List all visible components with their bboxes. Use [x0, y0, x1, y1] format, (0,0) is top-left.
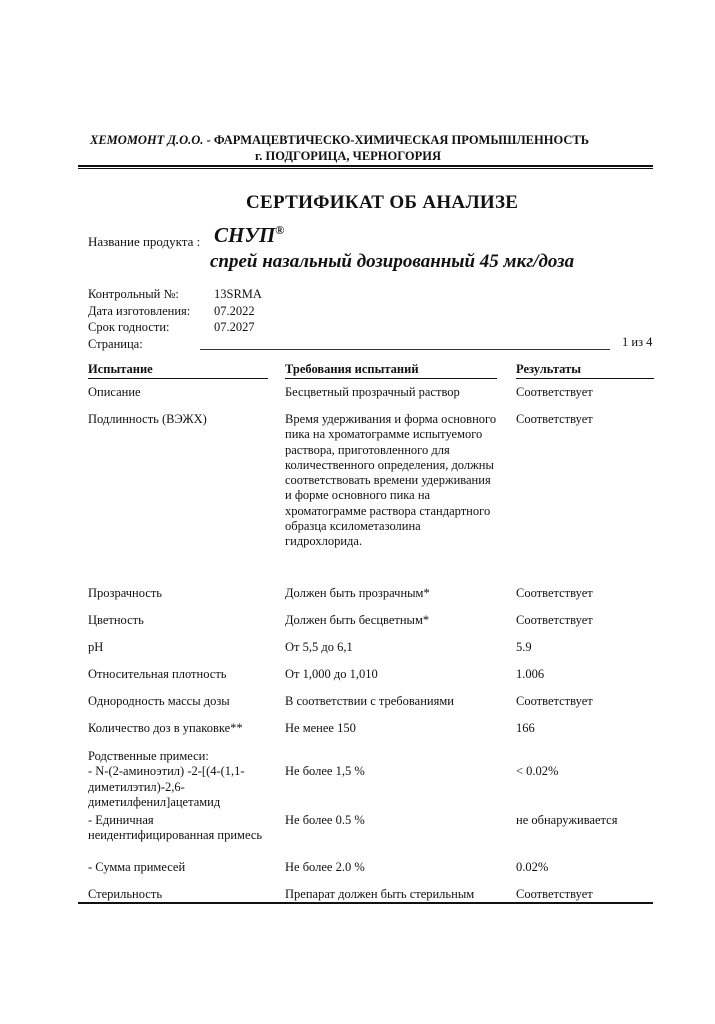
table-row-requirement: Не более 2.0 % — [285, 860, 365, 874]
document-title: СЕРТИФИКАТ ОБ АНАЛИЗЕ — [246, 192, 519, 213]
header-underline — [516, 378, 654, 379]
column-header-requirements: Требования испытаний — [285, 362, 419, 376]
page-line — [200, 349, 610, 350]
table-row-requirement: Время удерживания и форма основного пика на хроматограмме испытуемого раствора, приготовленного для количественного определения, должны соответствовать времени удерживания и форме основного пика на хроматограмме раствора стандартного образца ксилометазолина гидрохлорида. — [285, 412, 497, 549]
table-row-test: Однородность массы дозы — [88, 694, 230, 708]
expiry-label: Срок годности: — [88, 320, 170, 334]
table-row-result: Соответствует — [516, 586, 593, 600]
table-row-test: Описание — [88, 385, 141, 399]
company-name: ХЕМОМОНТ Д.О.О. — [90, 133, 204, 147]
table-row-result: Соответствует — [516, 694, 593, 708]
table-row-requirement: Должен быть прозрачным* — [285, 586, 430, 600]
batch-label: Контрольный №: — [88, 287, 179, 301]
table-row-requirement: Не более 0.5 % — [285, 813, 365, 827]
header-divider — [78, 165, 653, 167]
table-row-test: - Сумма примесей — [88, 860, 186, 874]
table-row-requirement: От 1,000 до 1,010 — [285, 667, 378, 681]
table-row-test: Стерильность — [88, 887, 163, 901]
table-row-requirement: Препарат должен быть стерильным — [285, 887, 475, 901]
table-row-test: Подлинность (ВЭЖХ) — [88, 412, 207, 426]
table-row-requirement: Не менее 150 — [285, 721, 356, 735]
header-divider-thin — [78, 168, 653, 169]
column-header-test: Испытание — [88, 362, 153, 376]
table-row-requirement: Должен быть бесцветным* — [285, 613, 430, 627]
product-name-text: СНУП — [214, 223, 276, 247]
table-row-test: Прозрачность — [88, 586, 163, 600]
registered-mark: ® — [275, 223, 285, 237]
table-bottom-border — [78, 902, 653, 904]
header-underline — [88, 378, 268, 379]
table-row-result: 5.9 — [516, 640, 532, 654]
table-row-test: Цветность — [88, 613, 144, 627]
product-label: Название продукта : — [88, 234, 201, 249]
table-row-test: - Единичная неидентифицированная примесь — [88, 813, 263, 843]
batch-value: 13SRMA — [214, 287, 262, 301]
company-header — [90, 133, 589, 148]
table-row-result: 166 — [516, 721, 535, 735]
table-row-result: < 0.02% — [516, 764, 559, 778]
table-row-result: Соответствует — [516, 613, 593, 627]
table-row-result: Соответствует — [516, 887, 593, 901]
table-row-result: не обнаруживается — [516, 813, 618, 827]
header-underline — [285, 378, 497, 379]
product-name — [214, 223, 284, 248]
table-row-requirement: В соответствии с требованиями — [285, 694, 454, 708]
table-row-test: Количество доз в упаковке** — [88, 721, 243, 735]
product-description: спрей назальный дозированный 45 мкг/доза — [210, 251, 575, 272]
table-row-result: Соответствует — [516, 385, 593, 399]
table-row-requirement: Бесцветный прозрачный раствор — [285, 385, 460, 399]
manufacture-date-label: Дата изготовления: — [88, 304, 191, 318]
company-city: г. ПОДГОРИЦА, ЧЕРНОГОРИЯ — [255, 149, 442, 163]
table-row-result: 1.006 — [516, 667, 545, 681]
table-row-requirement: Не более 1,5 % — [285, 764, 365, 778]
table-row-requirement: От 5,5 до 6,1 — [285, 640, 353, 654]
table-row-test: pH — [88, 640, 104, 654]
company-description: - ФАРМАЦЕВТИЧЕСКО-ХИМИЧЕСКАЯ ПРОМЫШЛЕННОСТЬ — [203, 133, 589, 147]
table-row-test: Родственные примеси: - N-(2-аминоэтил) -2-[(4-(1,1-диметилэтил)-2,6-диметилфенил]ацетамид — [88, 749, 245, 809]
table-row-result: 0.02% — [516, 860, 549, 874]
table-row-test: Относительная плотность — [88, 667, 227, 681]
page-number: 1 из 4 — [622, 335, 653, 349]
column-header-results: Результаты — [516, 362, 581, 376]
page-label: Страница: — [88, 337, 143, 351]
manufacture-date-value: 07.2022 — [214, 304, 255, 318]
expiry-value: 07.2027 — [214, 320, 255, 334]
table-row-result: Соответствует — [516, 412, 593, 426]
